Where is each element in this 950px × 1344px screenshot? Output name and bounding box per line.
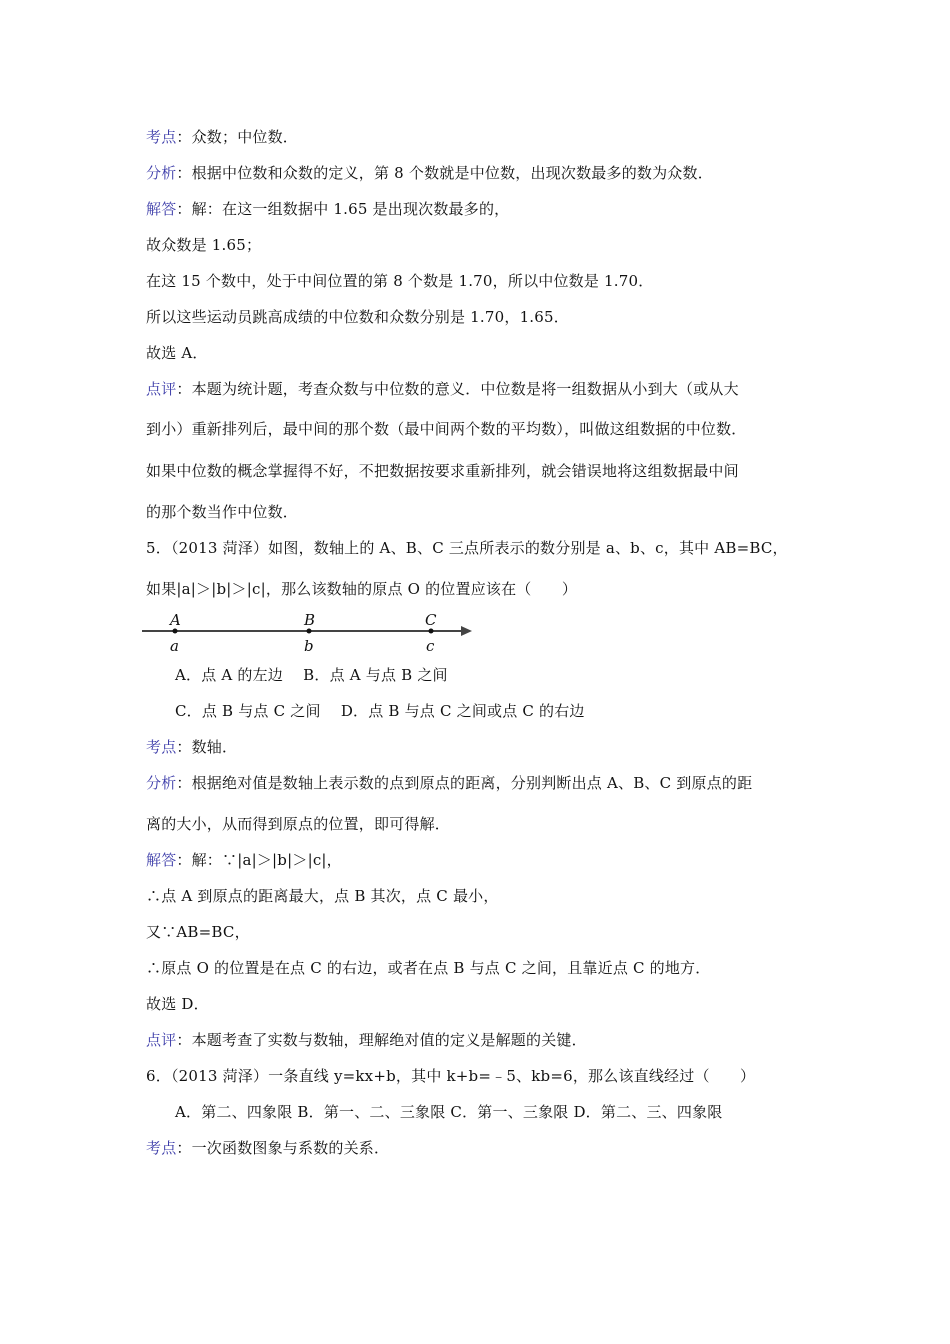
section-label: 解答 bbox=[146, 200, 177, 218]
line-text: 如果中位数的概念掌握得不好，不把数据按要求重新排列，就会错误地将这组数据最中间 bbox=[146, 462, 739, 480]
line-text: ：本题考查了实数与数轴，理解绝对值的定义是解题的关键． bbox=[176, 1031, 587, 1049]
text-line bbox=[146, 958, 710, 978]
text-line bbox=[146, 886, 499, 906]
point-a-label: A bbox=[170, 611, 181, 629]
text-line bbox=[175, 701, 585, 721]
line-text: ：众数；中位数． bbox=[176, 128, 299, 146]
text-line bbox=[146, 343, 208, 363]
number-line-figure bbox=[140, 610, 480, 660]
line-text: 又∵AB=BC， bbox=[146, 923, 250, 941]
section-label: 考点 bbox=[146, 128, 177, 146]
text-line bbox=[146, 461, 739, 481]
section-label: 分析 bbox=[146, 164, 177, 182]
text-line bbox=[146, 271, 653, 291]
line-text: 故选 A． bbox=[146, 344, 208, 362]
point-b-dot bbox=[307, 629, 312, 634]
text-line bbox=[146, 419, 747, 439]
text-line bbox=[146, 379, 739, 399]
text-line bbox=[146, 538, 788, 558]
line-text: 故选 D． bbox=[146, 995, 209, 1013]
section-label: 分析 bbox=[146, 774, 177, 792]
point-c-label: C bbox=[425, 611, 437, 629]
text-line bbox=[146, 1138, 389, 1158]
text-line bbox=[146, 773, 752, 793]
line-text: A．点 A 的左边 B．点 A 与点 B 之间 bbox=[175, 666, 448, 684]
text-line bbox=[146, 307, 569, 327]
line-text: C．点 B 与点 C 之间 D．点 B 与点 C 之间或点 C 的右边 bbox=[175, 702, 585, 720]
line-text: ：数轴． bbox=[176, 738, 238, 756]
text-line bbox=[146, 994, 209, 1014]
line-text: ：本题为统计题，考查众数与中位数的意义．中位数是将一组数据从小到大（或从大 bbox=[176, 380, 739, 398]
point-b-label: B bbox=[304, 611, 316, 629]
point-a-dot bbox=[173, 629, 178, 634]
line-text: A．第二、四象限 B．第一、二、三象限 C．第一、三象限 D．第二、三、四象限 bbox=[175, 1103, 723, 1121]
line-text: ：根据绝对值是数轴上表示数的点到原点的距离，分别判断出点 A、B、C 到原点的距 bbox=[176, 774, 753, 792]
text-line bbox=[146, 814, 450, 834]
line-text: ：解：在这一组数据中 1.65 是出现次数最多的， bbox=[176, 200, 510, 218]
text-line bbox=[146, 579, 577, 599]
axis-arrow-icon bbox=[461, 626, 472, 636]
text-line bbox=[146, 922, 250, 942]
line-text: 的那个数当作中位数． bbox=[146, 503, 299, 521]
line-text: ∴点 A 到原点的距离最大，点 B 其次，点 C 最小， bbox=[146, 887, 499, 905]
section-label: 点评 bbox=[146, 380, 177, 398]
line-text: 离的大小，从而得到原点的位置，即可得解． bbox=[146, 815, 451, 833]
line-text: 故众数是 1.65； bbox=[146, 236, 262, 254]
section-label: 点评 bbox=[146, 1031, 177, 1049]
text-line bbox=[146, 127, 298, 147]
value-a-label: a bbox=[170, 637, 179, 655]
line-text: 到小）重新排列后，最中间的那个数（最中间两个数的平均数），叫做这组数据的中位数． bbox=[146, 420, 747, 438]
line-text: 如果|a|＞|b|＞|c|，那么该数轴的原点 O 的位置应该在（ ） bbox=[146, 580, 578, 598]
section-label: 考点 bbox=[146, 1139, 177, 1157]
value-c-label: c bbox=[426, 637, 435, 655]
section-label: 解答 bbox=[146, 851, 177, 869]
number-line-svg bbox=[140, 610, 480, 660]
text-line bbox=[146, 737, 237, 757]
text-line bbox=[146, 850, 342, 870]
line-text: 6．（2013 菏泽）一条直线 y=kx+b，其中 k+b=﹣5、kb=6，那么该直线经过（ ） bbox=[146, 1067, 756, 1085]
text-line bbox=[146, 163, 713, 183]
text-line bbox=[175, 665, 448, 685]
line-text: 所以这些运动员跳高成绩的中位数和众数分别是 1.70，1.65． bbox=[146, 308, 569, 326]
section-label: 考点 bbox=[146, 738, 177, 756]
line-text: 5．（2013 菏泽）如图，数轴上的 A、B、C 三点所表示的数分别是 a、b、c，其中 AB=BC， bbox=[146, 539, 788, 557]
line-text: ：一次函数图象与系数的关系． bbox=[176, 1139, 390, 1157]
text-line bbox=[146, 235, 261, 255]
line-text: ：根据中位数和众数的定义，第 8 个数就是中位数，出现次数最多的数为众数． bbox=[176, 164, 713, 182]
text-line bbox=[146, 1030, 587, 1050]
text-line bbox=[146, 199, 509, 219]
text-line bbox=[146, 1066, 755, 1086]
value-b-label: b bbox=[304, 637, 314, 655]
line-text: 在这 15 个数中，处于中间位置的第 8 个数是 1.70，所以中位数是 1.70． bbox=[146, 272, 654, 290]
text-line bbox=[146, 502, 298, 522]
line-text: ∴原点 O 的位置是在点 C 的右边，或者在点 B 与点 C 之间，且靠近点 C 的地方． bbox=[146, 959, 711, 977]
point-c-dot bbox=[429, 629, 434, 634]
line-text: ：解：∵|a|＞|b|＞|c|， bbox=[176, 851, 342, 869]
text-line bbox=[175, 1102, 722, 1122]
